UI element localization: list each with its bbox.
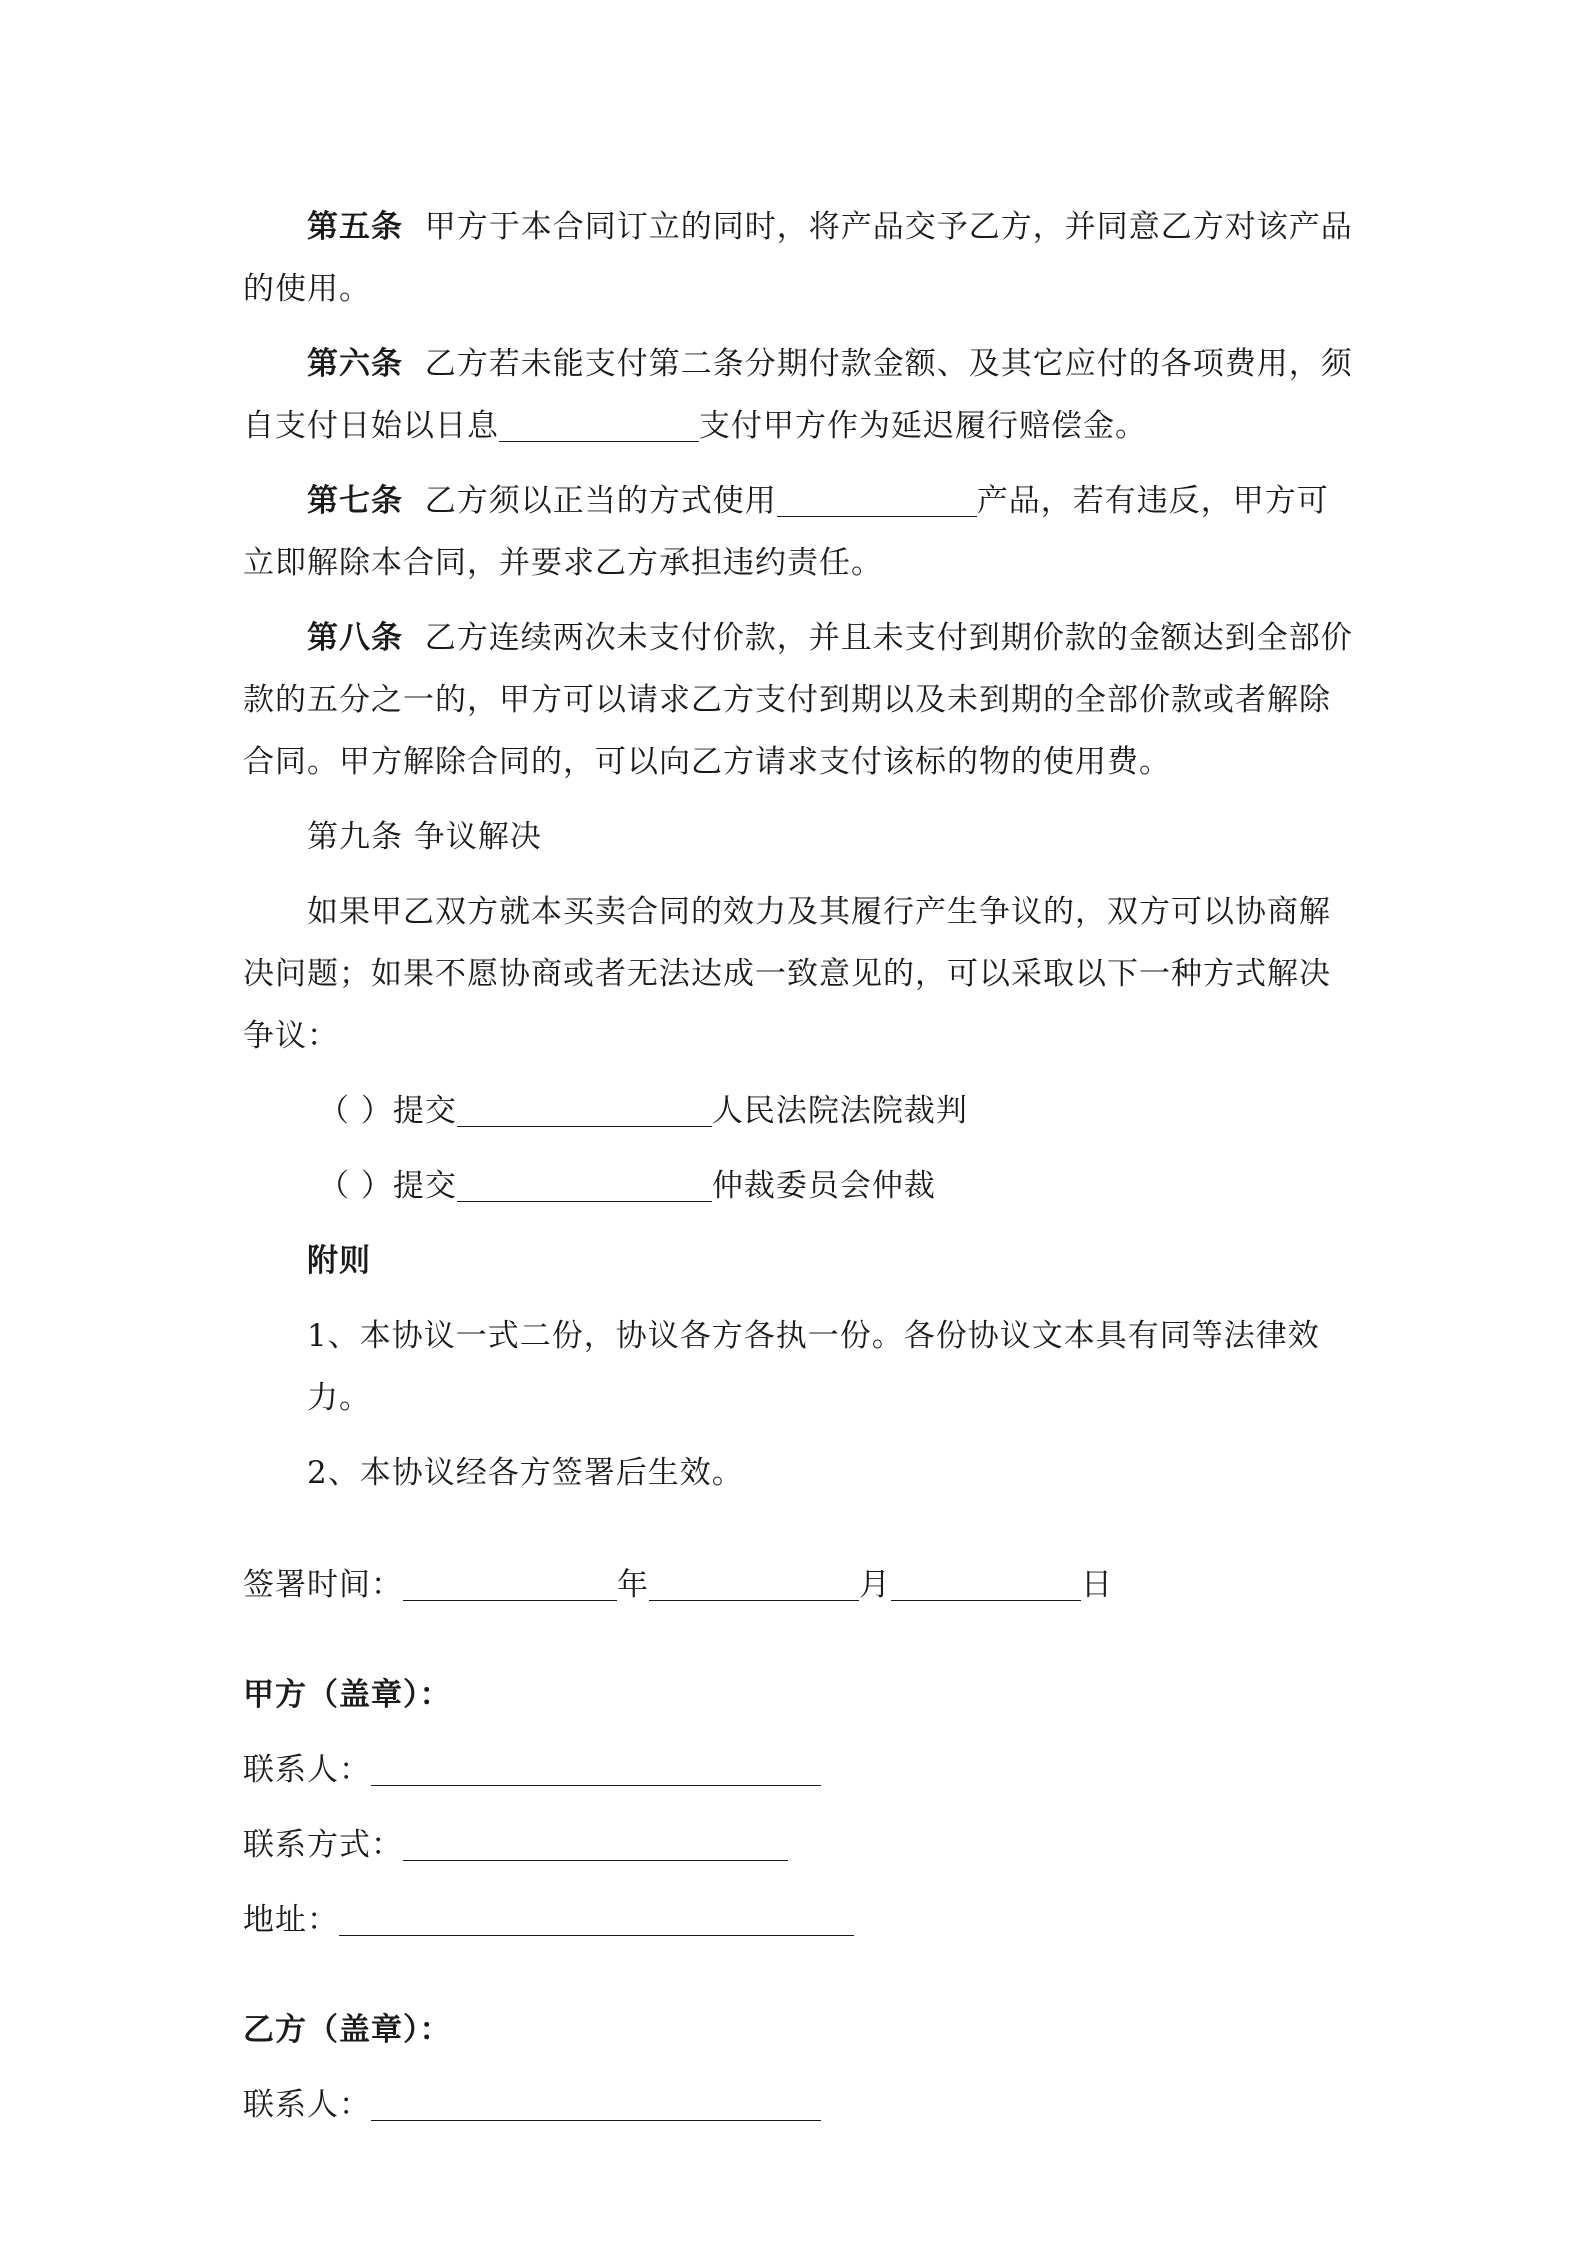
party-a-address-row (243, 1889, 1353, 1951)
clause-8-text: 乙方连续两次未支付价款，并且未支付到期价款的金额达到全部价款的五分之一的，甲方可以请求乙方支付到期以及未到期的全部价款或者解除合同。甲方解除合同的，可以向乙方请求支付该标的物的使用费。 (243, 620, 1353, 780)
arbitration-option-suffix: 仲裁委员会仲裁 (711, 1168, 936, 1204)
clause-7 (243, 470, 1353, 594)
clause-6-label: 第六条 (307, 346, 403, 382)
party-a-address-blank[interactable] (339, 1897, 854, 1936)
party-b-contact-label: 联系人： (243, 2087, 371, 2123)
signing-month-blank[interactable] (649, 1562, 859, 1601)
court-option-suffix: 人民法院法院裁判 (711, 1093, 968, 1129)
clause-5-text: 甲方于本合同订立的同时，将产品交予乙方，并同意乙方对该产品的使用。 (243, 209, 1353, 307)
day-label: 日 (1081, 1567, 1113, 1603)
clause-6-text-before: 乙方若未能支付第二条分期付款金额、及其它应付的各项费用，须自支付日始以日息 (243, 346, 1353, 444)
dispute-option-arbitration (243, 1155, 1353, 1217)
court-name-blank[interactable] (457, 1088, 712, 1127)
product-name-blank[interactable] (777, 478, 977, 517)
month-label: 月 (859, 1567, 891, 1603)
clause-6-text-after: 支付甲方作为延迟履行赔偿金。 (699, 408, 1147, 444)
party-b-title: 乙方（盖章）： (243, 2012, 452, 2048)
arbitration-option-prefix: （ ）提交 (318, 1168, 457, 1204)
year-label: 年 (617, 1567, 649, 1603)
court-option-prefix: （ ）提交 (318, 1093, 457, 1129)
appendix-item-2: 2、本协议经各方签署后生效。 (307, 1455, 744, 1491)
daily-interest-blank[interactable] (499, 403, 699, 442)
arbitration-name-blank[interactable] (457, 1163, 712, 1202)
signing-date-row (243, 1554, 1353, 1616)
clause-6 (243, 333, 1353, 457)
party-a-address-label: 地址： (243, 1902, 339, 1938)
clause-7-text-after: 产品，若有违反，甲方可立即解除本合同，并要求乙方承担违约责任。 (243, 483, 1329, 581)
party-a-contact-label: 联系人： (243, 1752, 371, 1788)
clause-9-text: 如果甲乙双方就本买卖合同的效力及其履行产生争议的，双方可以协商解决问题；如果不愿协商或者无法达成一致意见的，可以采取以下一种方式解决争议： (243, 894, 1331, 1054)
signing-date-label: 签署时间： (243, 1567, 403, 1603)
clause-9-title: 第九条 争议解决 (307, 819, 542, 855)
appendix-title: 附则 (307, 1243, 371, 1279)
clause-5-label: 第五条 (307, 209, 403, 245)
clause-7-text-before: 乙方须以正当的方式使用 (424, 483, 777, 519)
document-body (243, 196, 1353, 2149)
party-a-contact-blank[interactable] (371, 1747, 821, 1786)
clause-8-label: 第八条 (307, 620, 403, 656)
party-a-title: 甲方（盖章）： (243, 1677, 452, 1713)
party-a-contact-row (243, 1739, 1353, 1801)
clause-7-label: 第七条 (307, 483, 403, 519)
signing-day-blank[interactable] (891, 1562, 1081, 1601)
clause-5 (243, 196, 1353, 320)
party-a-contact-method-row (243, 1814, 1353, 1876)
appendix-item-1: 1、本协议一式二份，协议各方各执一份。各份协议文本具有同等法律效力。 (307, 1318, 1320, 1416)
party-a-contact-method-blank[interactable] (403, 1822, 788, 1861)
clause-8 (243, 607, 1353, 793)
party-a-contact-method-label: 联系方式： (243, 1827, 403, 1863)
signing-year-blank[interactable] (403, 1562, 617, 1601)
party-b-contact-row (243, 2074, 1353, 2136)
party-b-contact-blank[interactable] (371, 2082, 821, 2121)
dispute-option-court (243, 1080, 1353, 1142)
